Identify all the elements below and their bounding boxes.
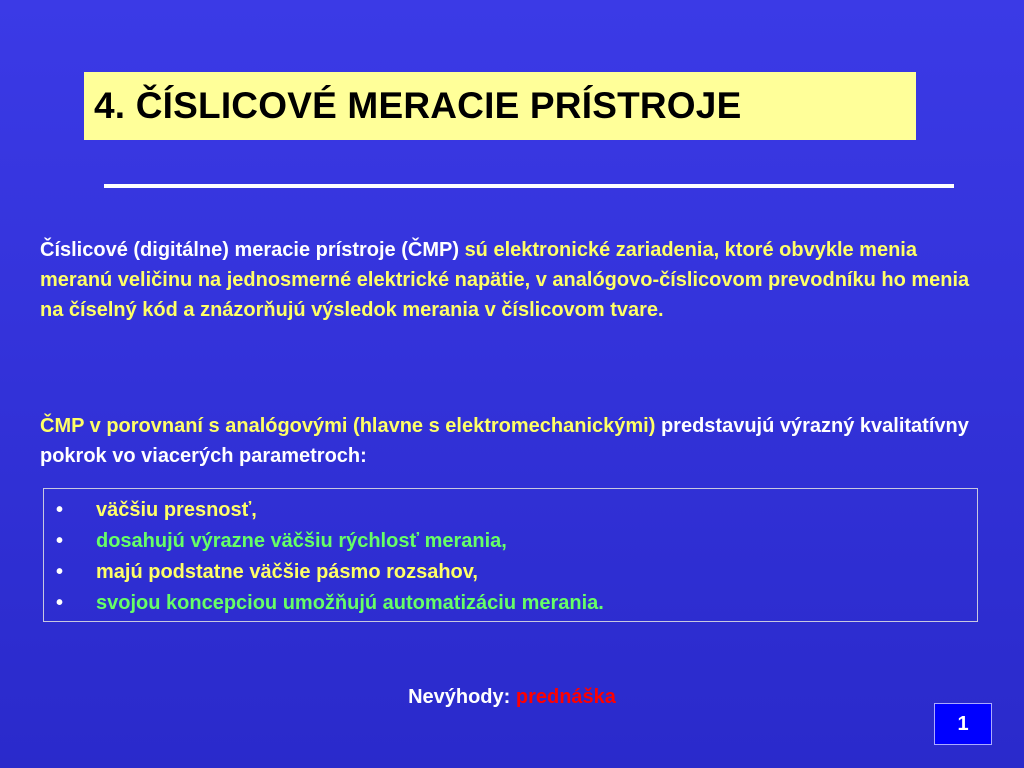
intro-highlight-text: sú elektronické zariadenia, ktoré obvykle menia meranú veličinu na jednosmerné elektrické napätie, v analógovo-číslicovom prevodníku ho menia na číselný kód a znázorňujú výsledok merania v číslicovom tvare. xyxy=(40,239,970,321)
disadvantages-footer xyxy=(0,683,1024,711)
title-underline-divider xyxy=(104,184,954,188)
list-item-text: majú podstatne väčšie pásmo rozsahov, xyxy=(96,561,478,583)
title-box xyxy=(84,72,916,140)
list-item xyxy=(44,588,977,619)
comparison-highlight-text: ČMP v porovnaní s analógovými (hlavne s elektromechanickými) xyxy=(40,415,661,437)
intro-paragraph xyxy=(40,235,990,325)
page-number-box xyxy=(934,703,992,745)
list-item-text: svojou koncepciou umožňujú automatizáciu merania. xyxy=(96,592,604,614)
comparison-paragraph xyxy=(40,411,990,471)
intro-text: Číslicové (digitálne) meracie prístroje (ČMP) xyxy=(40,239,465,261)
comparison-rest-text: predstavujú výrazný kvalitatívny pokrok vo viacerých parametroch: xyxy=(40,415,969,467)
advantages-list xyxy=(43,488,978,622)
lecture-link[interactable]: prednáška xyxy=(515,686,616,708)
bullet-icon: • xyxy=(56,592,64,614)
slide-title: 4. ČÍSLICOVÉ MERACIE PRÍSTROJE xyxy=(94,85,742,126)
list-item-text: väčšiu presnosť, xyxy=(96,499,257,521)
list-item-text: dosahujú výrazne väčšiu rýchlosť merania, xyxy=(96,530,507,552)
bullet-icon: • xyxy=(56,499,64,521)
list-item xyxy=(44,526,977,557)
list-item xyxy=(44,495,977,526)
bullet-icon: • xyxy=(56,561,64,583)
disadvantages-label: Nevýhody: xyxy=(408,686,516,708)
page-number: 1 xyxy=(957,712,969,735)
list-item xyxy=(44,557,977,588)
bullet-icon: • xyxy=(56,530,64,552)
